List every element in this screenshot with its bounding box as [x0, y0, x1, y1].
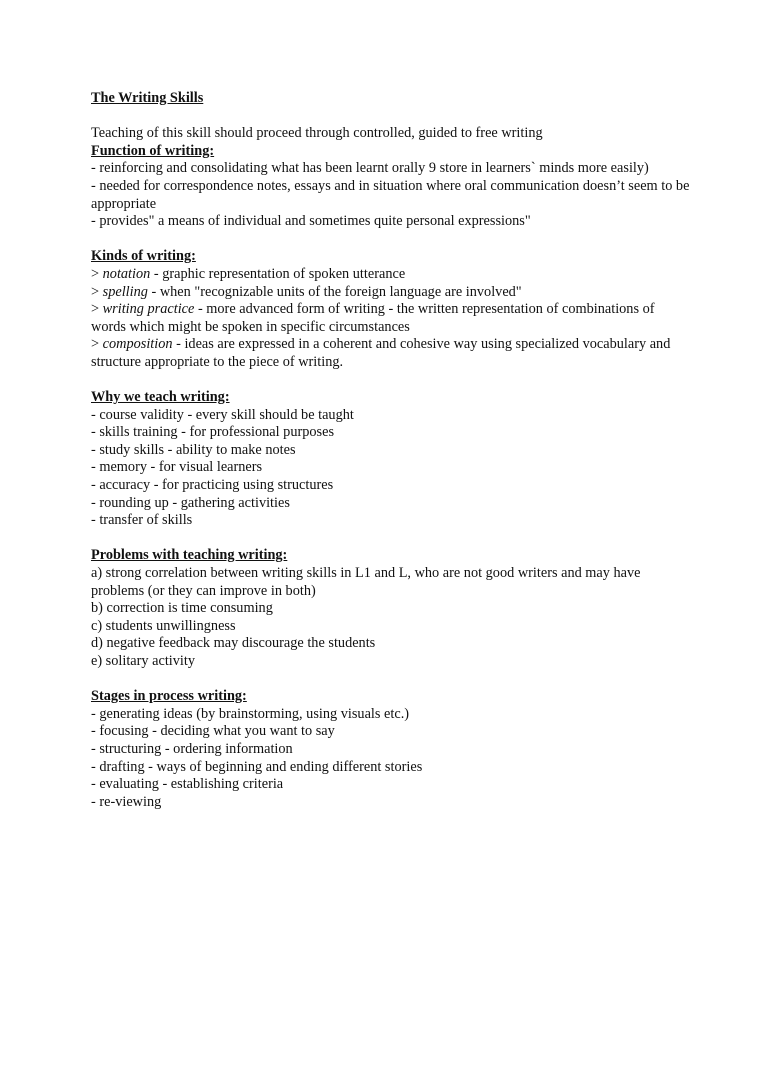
item-term: composition — [102, 336, 173, 353]
section-heading-problems: Problems with teaching writing: — [91, 547, 288, 564]
list-item: a) strong correlation between writing skills in L1 and L, who are not good writers and may have problems (or they can improve in both) — [91, 565, 641, 599]
item-description: - more advanced form of writing - the written representation of combinations of words which might be spoken in specific circumstances — [91, 301, 655, 335]
list-item: d) negative feedback may discourage the students — [91, 635, 376, 652]
item-term: notation — [102, 265, 151, 282]
list-item: - generating ideas (by brainstorming, using visuals etc.) — [91, 705, 410, 722]
list-item: - reinforcing and consolidating what has been learnt orally 9 store in learners` minds more easily) — [91, 160, 649, 177]
list-item: - evaluating - establishing criteria — [91, 776, 284, 793]
section-kinds — [91, 248, 691, 371]
item-description: - when "recognizable units of the foreign language are involved" — [147, 283, 522, 300]
section-why — [91, 389, 691, 530]
list-item: - transfer of skills — [91, 512, 193, 529]
item-description: - graphic representation of spoken utterance — [150, 265, 406, 282]
item-term: spelling — [102, 283, 148, 300]
spacer — [91, 671, 691, 689]
list-item: - course validity - every skill should be taught — [91, 406, 354, 423]
list-item: e) solitary activity — [91, 653, 196, 669]
intro-paragraph: Teaching of this skill should proceed through controlled, guided to free writing — [91, 125, 543, 142]
section-problems — [91, 547, 691, 670]
list-item: - provides" a means of individual and sometimes quite personal expressions" — [91, 213, 531, 230]
list-item: - re-viewing — [91, 793, 162, 810]
document-title: The Writing Skills — [91, 90, 204, 106]
spacer — [91, 231, 691, 249]
list-item: b) correction is time consuming — [91, 600, 273, 617]
list-item: - rounding up - gathering activities — [91, 494, 290, 511]
section-heading-why: Why we teach writing: — [91, 389, 230, 406]
list-item: - accuracy - for practicing using structures — [91, 477, 334, 494]
section-heading-stages: Stages in process writing: — [91, 688, 247, 705]
item-prefix: > — [91, 301, 103, 318]
section-function — [91, 143, 691, 231]
list-item — [91, 284, 691, 302]
item-prefix: > — [91, 265, 103, 282]
section-stages — [91, 688, 691, 811]
spacer — [91, 108, 691, 126]
section-heading-kinds: Kinds of writing: — [91, 248, 196, 265]
spacer — [91, 530, 691, 548]
list-item: - skills training - for professional purposes — [91, 424, 335, 441]
section-heading-function: Function of writing: — [91, 142, 215, 159]
item-term: writing practice — [102, 301, 195, 318]
list-item: - drafting - ways of beginning and ending different stories — [91, 758, 423, 775]
item-prefix: > — [91, 336, 103, 353]
list-item: - structuring - ordering information — [91, 740, 293, 757]
item-prefix: > — [91, 283, 103, 300]
list-item: - study skills - ability to make notes — [91, 441, 296, 458]
list-item: - focusing - deciding what you want to say — [91, 723, 335, 740]
spacer — [91, 372, 691, 390]
list-item: c) students unwillingness — [91, 617, 236, 634]
list-item: - needed for correspondence notes, essays and in situation where oral communication doesn’t seem to be appropriate — [91, 177, 690, 212]
list-item: - memory - for visual learners — [91, 459, 263, 476]
list-item — [91, 301, 691, 336]
document-page — [91, 90, 691, 811]
list-item — [91, 336, 691, 371]
item-description: - ideas are expressed in a coherent and cohesive way using specialized vocabulary and structure appropriate to the piece of writing. — [91, 336, 671, 370]
list-item — [91, 266, 691, 284]
